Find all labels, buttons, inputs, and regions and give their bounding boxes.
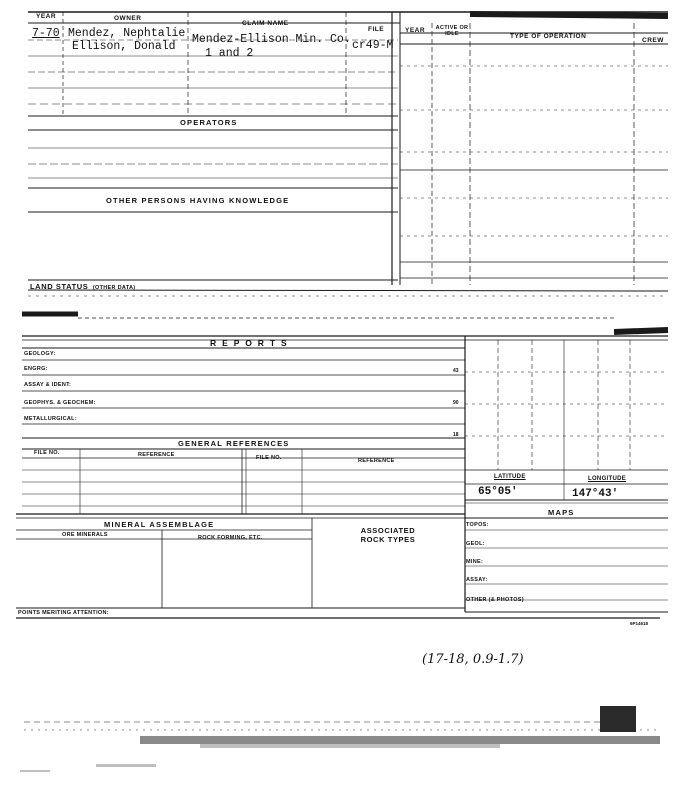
ref-file-no-2: FILE NO.	[256, 455, 282, 461]
report-geology: GEOLOGY:	[24, 351, 56, 357]
entry-claim-line-2: 1 and 2	[205, 47, 254, 60]
report-engrg: ENGRG:	[24, 366, 48, 372]
latitude-value: 65°05'	[478, 486, 518, 498]
land-status-note: (OTHER DATA)	[92, 285, 136, 291]
report-metallurgical: METALLURGICAL:	[24, 416, 77, 422]
report-geophys: GEOPHYS. & GEOCHEM:	[24, 400, 96, 406]
entry-claim-line-1: Mendez-Ellison Min. Co.	[192, 33, 351, 46]
general-references-heading: GENERAL REFERENCES	[178, 439, 290, 448]
report-assay: ASSAY & IDENT:	[24, 382, 72, 388]
land-status-label: LAND STATUS	[30, 282, 89, 291]
associated-rock-types-heading: ASSOCIATED ROCK TYPES	[360, 526, 416, 544]
header-active-idle: ACTIVE OR IDLE	[435, 25, 469, 37]
header-claim-name: CLAIM NAME	[242, 20, 289, 27]
mineral-assemblage-heading: MINERAL ASSEMBLAGE	[104, 520, 215, 529]
entry-file: cr49-M	[352, 39, 394, 52]
maps-topos: TOPOS:	[466, 522, 489, 528]
points-meriting-attention-label: POINTS MERITING ATTENTION:	[18, 610, 109, 616]
other-persons-heading: OTHER PERSONS HAVING KNOWLEDGE	[106, 196, 290, 205]
latitude-label: LATITUDE	[494, 474, 526, 480]
maps-mine: MINE:	[466, 559, 484, 565]
ref-file-no-1: FILE NO.	[34, 450, 60, 456]
header-year-2: YEAR	[405, 27, 426, 34]
rock-forming-label: ROCK FORMING, ETC.	[198, 535, 263, 541]
entry-owner-line-1: Mendez, Nephtalie	[68, 27, 186, 40]
header-year: YEAR	[36, 13, 57, 20]
reports-heading: R E P O R T S	[210, 338, 289, 348]
maps-geol: GEOL:	[466, 541, 485, 547]
maps-assay: ASSAY:	[466, 577, 488, 583]
land-status-heading	[30, 276, 135, 294]
longitude-value: 147°43'	[572, 488, 619, 500]
maps-heading: MAPS	[548, 508, 575, 517]
entry-year: 7-70	[32, 27, 60, 40]
header-file: FILE	[368, 26, 385, 33]
form-number: 6P14618	[630, 621, 649, 626]
report-metallurgical-number: 18	[453, 432, 459, 438]
longitude-label: LONGITUDE	[588, 476, 627, 482]
header-owner: OWNER	[114, 15, 142, 22]
ref-reference-1: REFERENCE	[138, 452, 175, 458]
operators-heading: OPERATORS	[180, 118, 238, 127]
header-type-of-operation: TYPE OF OPERATION	[510, 33, 587, 40]
ore-minerals-label: ORE MINERALS	[62, 532, 108, 538]
maps-other: OTHER (& PHOTOS)	[466, 597, 524, 603]
report-geophys-number: 90	[453, 400, 459, 406]
entry-owner-line-2: Ellison, Donald	[72, 40, 176, 53]
ref-reference-2: REFERENCE	[358, 458, 395, 464]
handwritten-note: (17-18, 0.9-1.7)	[422, 652, 524, 667]
report-engrg-number: 43	[453, 368, 459, 374]
header-crew: CREW	[642, 37, 664, 44]
